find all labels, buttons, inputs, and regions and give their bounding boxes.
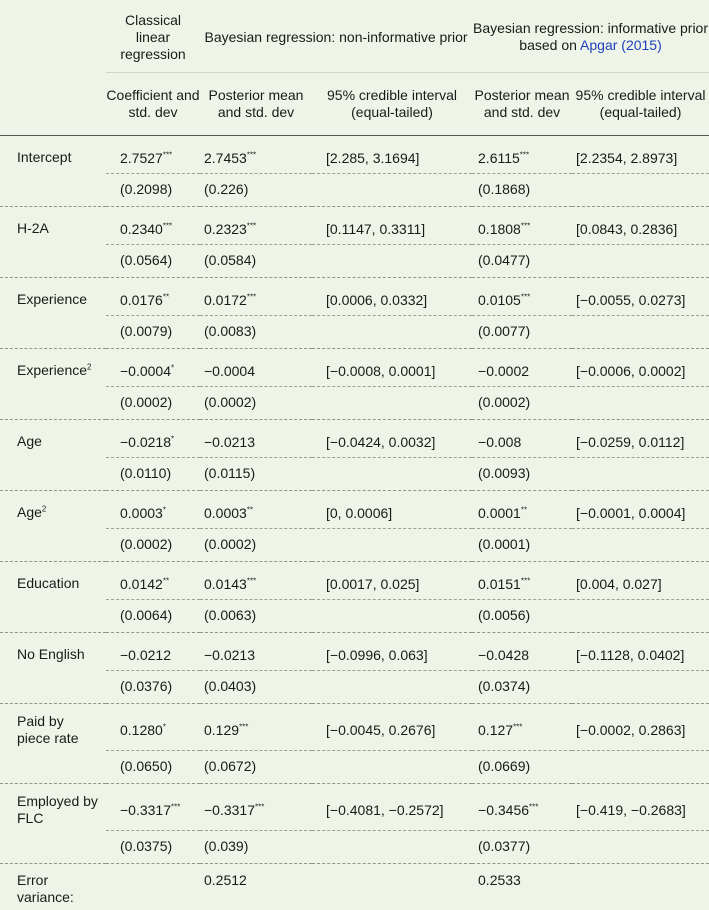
ols-coef-significance: ** xyxy=(163,292,169,301)
table-body xyxy=(0,136,709,910)
ols-coef-value: 0.0003 xyxy=(120,505,163,521)
bayes2-mean xyxy=(472,562,572,600)
bayes1-mean xyxy=(200,349,312,387)
bayes2-mean-value: 0.1808 xyxy=(478,221,521,237)
bayes1-ci-value: [−0.4081, −0.2572] xyxy=(326,802,444,818)
bayes1-ci-value: [0.0017, 0.025] xyxy=(326,576,419,592)
bayes2-se xyxy=(472,600,572,633)
bayes2-se-value: (0.0669) xyxy=(478,758,530,774)
table-row xyxy=(0,278,709,316)
row-label xyxy=(0,784,106,831)
row-label xyxy=(0,349,106,387)
bayes1-ci-value: [−0.0996, 0.063] xyxy=(326,647,428,663)
bayes1-ci-empty xyxy=(312,458,472,491)
bayes1-mean xyxy=(200,207,312,245)
bayes1-mean-value: −0.0213 xyxy=(204,434,255,450)
bayes1-mean-value: 0.0003 xyxy=(204,505,247,521)
bayes1-ci xyxy=(312,420,472,458)
ols-se xyxy=(106,316,200,349)
table-row-se xyxy=(0,245,709,278)
bayes2-se xyxy=(472,387,572,420)
bayes2-se-value: (0.0374) xyxy=(478,678,530,694)
row-label-superscript: 2 xyxy=(42,505,46,514)
bayes1-ci-value: [−0.0424, 0.0032] xyxy=(326,434,435,450)
row-label-text: No English xyxy=(17,646,85,662)
bayes2-mean xyxy=(472,349,572,387)
ols-se-value: (0.0064) xyxy=(120,607,172,623)
bayes1-ci xyxy=(312,207,472,245)
bayes1-se-value: (0.0002) xyxy=(204,536,256,552)
table-row-se xyxy=(0,671,709,704)
ols-coef-significance: * xyxy=(163,722,166,731)
ols-coef xyxy=(106,349,200,387)
table-row xyxy=(0,784,709,831)
row-label-empty xyxy=(0,529,106,562)
bayes2-ci xyxy=(572,136,709,174)
bayes2-mean-significance: *** xyxy=(529,802,538,811)
bayes1-mean-value: 2.7453 xyxy=(204,150,247,166)
row-label-text: Age xyxy=(17,504,42,520)
row-label-text: Experience xyxy=(17,291,87,307)
ols-se xyxy=(106,387,200,420)
bayes1-ci-value: [0, 0.0006] xyxy=(326,505,392,521)
bayes1-mean-value: −0.0004 xyxy=(204,363,255,379)
bayes2-ci-empty xyxy=(572,529,709,562)
bayes2-ci-empty xyxy=(572,245,709,278)
ols-coef xyxy=(106,633,200,671)
bayes2-ci-value: [−0.0259, 0.0112] xyxy=(576,434,684,450)
table-row xyxy=(0,136,709,174)
row-label-empty xyxy=(0,458,106,491)
ols-se xyxy=(106,529,200,562)
table-row-se xyxy=(0,174,709,207)
row-label-superscript: 2 xyxy=(87,363,91,372)
ols-coef xyxy=(106,562,200,600)
bayes1-mean-significance: *** xyxy=(247,221,256,230)
bayes1-ci-empty xyxy=(312,831,472,864)
error-variance-bayes1: 0.2512 xyxy=(200,864,312,910)
bayes2-mean-significance: *** xyxy=(513,722,522,731)
bayes2-mean-significance: *** xyxy=(521,221,530,230)
ols-se-value: (0.0375) xyxy=(120,838,172,854)
bayes1-ci xyxy=(312,562,472,600)
error-ci2-empty xyxy=(572,864,709,910)
bayes2-ci xyxy=(572,784,709,831)
bayes1-se xyxy=(200,316,312,349)
bayes1-se xyxy=(200,387,312,420)
ols-coef-significance: ** xyxy=(163,576,169,585)
ols-coef-significance: *** xyxy=(163,150,172,159)
bayes2-mean xyxy=(472,491,572,529)
corner-cell xyxy=(0,0,106,73)
bayes2-ci-value: [0.0843, 0.2836] xyxy=(576,221,677,237)
row-label xyxy=(0,136,106,174)
ols-coef-value: 2.7527 xyxy=(120,150,163,166)
bayes1-mean-significance: *** xyxy=(255,802,264,811)
bayes1-mean xyxy=(200,491,312,529)
bayes1-se-value: (0.0403) xyxy=(204,678,256,694)
ols-se-value: (0.0564) xyxy=(120,252,172,268)
bayes2-ci-empty xyxy=(572,458,709,491)
bayes1-ci-empty xyxy=(312,751,472,784)
bayes1-ci xyxy=(312,136,472,174)
bayes2-mean xyxy=(472,420,572,458)
row-label-empty xyxy=(0,316,106,349)
bayes2-ci-empty xyxy=(572,751,709,784)
bayes2-se xyxy=(472,671,572,704)
ols-coef xyxy=(106,491,200,529)
bayes1-mean xyxy=(200,784,312,831)
bayes1-ci xyxy=(312,278,472,316)
table-row-se xyxy=(0,458,709,491)
bayes1-mean-significance: *** xyxy=(239,722,248,731)
bayes1-ci-value: [0.1147, 0.3311] xyxy=(326,221,425,237)
bayes2-mean xyxy=(472,207,572,245)
bayes2-se xyxy=(472,529,572,562)
bayes1-se-value: (0.039) xyxy=(204,838,248,854)
bayes2-mean-significance: *** xyxy=(521,292,530,301)
bayes2-mean xyxy=(472,784,572,831)
row-label-text: Intercept xyxy=(17,149,71,165)
error-variance-row xyxy=(0,864,709,910)
bayes1-mean xyxy=(200,704,312,751)
bayes2-ci xyxy=(572,491,709,529)
bayes2-ci-value: [−0.0001, 0.0004] xyxy=(576,505,685,521)
bayes2-se xyxy=(472,174,572,207)
ols-se xyxy=(106,600,200,633)
ols-se-value: (0.0002) xyxy=(120,536,172,552)
row-label-empty xyxy=(0,671,106,704)
bayes1-ci-empty xyxy=(312,174,472,207)
subheader-ci-2: 95% credible interval (equal-tailed) xyxy=(572,73,709,136)
table-row-se xyxy=(0,600,709,633)
bayes1-ci-empty xyxy=(312,387,472,420)
row-label-empty xyxy=(0,751,106,784)
ols-coef-value: 0.0176 xyxy=(120,292,163,308)
bayes2-ci xyxy=(572,207,709,245)
row-label xyxy=(0,491,106,529)
row-label-text: Paid by piece rate xyxy=(17,713,78,746)
ols-se-value: (0.0079) xyxy=(120,323,172,339)
ols-coef-value: 0.0142 xyxy=(120,576,163,592)
corner-cell-2 xyxy=(0,73,106,136)
bayes1-ci-value: [2.285, 3.1694] xyxy=(326,150,419,166)
bayes2-ci-value: [0.004, 0.027] xyxy=(576,576,662,592)
table-row xyxy=(0,633,709,671)
subheader-coefficient: Coefficient and std. dev xyxy=(106,73,200,136)
bayes2-se-value: (0.0077) xyxy=(478,323,530,339)
ols-se xyxy=(106,174,200,207)
bayes2-mean-value: 2.6115 xyxy=(478,150,520,166)
bayes2-se xyxy=(472,316,572,349)
bayes2-mean-value: −0.0002 xyxy=(478,363,529,379)
ols-se-value: (0.2098) xyxy=(120,181,172,197)
bayes1-ci-empty xyxy=(312,671,472,704)
bayes1-se-value: (0.226) xyxy=(204,181,248,197)
bayes1-mean-significance: *** xyxy=(247,292,256,301)
ols-coef xyxy=(106,136,200,174)
bayes1-mean-value: −0.3317 xyxy=(204,802,255,818)
bayes1-ci-value: [0.0006, 0.0332] xyxy=(326,292,427,308)
bayes1-se-value: (0.0002) xyxy=(204,394,256,410)
ols-coef-significance: * xyxy=(171,363,174,372)
bayes2-mean-value: 0.0001 xyxy=(478,505,521,521)
ols-coef xyxy=(106,420,200,458)
bayes1-mean xyxy=(200,420,312,458)
bayes2-ci-value: [−0.1128, 0.0402] xyxy=(576,647,684,663)
bayes2-mean xyxy=(472,704,572,751)
bayes2-se-value: (0.0056) xyxy=(478,607,530,623)
row-label xyxy=(0,562,106,600)
bayes2-ci xyxy=(572,704,709,751)
bayes2-ci-empty xyxy=(572,831,709,864)
bayes1-ci xyxy=(312,633,472,671)
row-label-empty xyxy=(0,387,106,420)
error-variance-label: Error variance: xyxy=(0,864,106,910)
ols-coef xyxy=(106,207,200,245)
header-bayes-informative-text: Bayesian regression: informative prior based on xyxy=(473,20,708,53)
table-row xyxy=(0,207,709,245)
bayes2-se-value: (0.0093) xyxy=(478,465,530,481)
bayes1-mean-value: 0.0172 xyxy=(204,292,247,308)
row-label xyxy=(0,633,106,671)
subheader-posterior-2: Posterior mean and std. dev xyxy=(472,73,572,136)
error-ci1-empty xyxy=(312,864,472,910)
bayes1-se-value: (0.0584) xyxy=(204,252,256,268)
table-row xyxy=(0,704,709,751)
ols-coef-value: −0.0212 xyxy=(120,647,171,663)
bayes1-se-value: (0.0115) xyxy=(204,465,255,481)
ols-se-value: (0.0376) xyxy=(120,678,172,694)
bayes2-se xyxy=(472,751,572,784)
ols-se-value: (0.0002) xyxy=(120,394,172,410)
bayes2-mean-value: 0.0151 xyxy=(478,576,521,592)
bayes2-ci-empty xyxy=(572,387,709,420)
bayes2-se xyxy=(472,831,572,864)
bayes1-mean-value: −0.0213 xyxy=(204,647,255,663)
bayes2-ci-value: [−0.0006, 0.0002] xyxy=(576,363,685,379)
apgar-citation-link[interactable]: Apgar (2015) xyxy=(580,37,662,53)
bayes1-se xyxy=(200,458,312,491)
ols-se xyxy=(106,751,200,784)
bayes1-mean-value: 0.0143 xyxy=(204,576,247,592)
ols-coef-value: 0.2340 xyxy=(120,221,163,237)
bayes2-ci-empty xyxy=(572,316,709,349)
bayes2-mean xyxy=(472,278,572,316)
row-label-empty xyxy=(0,600,106,633)
bayes1-mean-significance: *** xyxy=(247,150,256,159)
bayes1-ci-empty xyxy=(312,316,472,349)
header-bayes-informative xyxy=(472,0,709,73)
row-label xyxy=(0,207,106,245)
bayes2-mean-significance: *** xyxy=(520,150,529,159)
table-row-se xyxy=(0,387,709,420)
bayes1-se-value: (0.0083) xyxy=(204,323,256,339)
bayes1-se xyxy=(200,671,312,704)
bayes1-se xyxy=(200,245,312,278)
bayes1-mean xyxy=(200,278,312,316)
row-label-text: Age xyxy=(17,433,42,449)
bayes2-mean xyxy=(472,136,572,174)
bayes1-ci-value: [−0.0045, 0.2676] xyxy=(326,722,435,738)
table-row xyxy=(0,562,709,600)
bayes2-se-value: (0.1868) xyxy=(478,181,530,197)
bayes2-ci-value: [−0.0055, 0.0273] xyxy=(576,292,685,308)
header-classical: Classical linear regression xyxy=(106,0,200,73)
row-label-text: Employed by FLC xyxy=(17,793,98,826)
table-row xyxy=(0,491,709,529)
ols-se xyxy=(106,458,200,491)
bayes1-ci xyxy=(312,704,472,751)
bayes2-se-value: (0.0002) xyxy=(478,394,530,410)
bayes2-se-value: (0.0477) xyxy=(478,252,530,268)
bayes1-mean-significance: ** xyxy=(247,505,253,514)
bayes1-mean xyxy=(200,633,312,671)
subheader-ci-1: 95% credible interval (equal-tailed) xyxy=(312,73,472,136)
bayes1-mean xyxy=(200,136,312,174)
header-bayes-noninformative: Bayesian regression: non-informative prior xyxy=(200,0,472,73)
table-row-se xyxy=(0,529,709,562)
bayes1-mean-value: 0.129 xyxy=(204,722,239,738)
bayes2-mean-value: −0.0428 xyxy=(478,647,529,663)
ols-se-value: (0.0110) xyxy=(120,465,171,481)
bayes2-mean-value: 0.127 xyxy=(478,722,513,738)
bayes2-mean xyxy=(472,633,572,671)
bayes2-ci-value: [2.2354, 2.8973] xyxy=(576,150,677,166)
bayes2-ci xyxy=(572,420,709,458)
bayes2-ci-empty xyxy=(572,174,709,207)
error-ols-empty xyxy=(106,864,200,910)
ols-coef-significance: *** xyxy=(171,802,180,811)
table-row-se xyxy=(0,751,709,784)
subheader-posterior-1: Posterior mean and std. dev xyxy=(200,73,312,136)
bayes1-se-value: (0.0672) xyxy=(204,758,256,774)
bayes1-mean-value: 0.2323 xyxy=(204,221,247,237)
ols-coef-value: −0.0218 xyxy=(120,434,171,450)
bayes2-se xyxy=(472,245,572,278)
ols-coef-value: −0.0004 xyxy=(120,363,171,379)
bayes1-se xyxy=(200,529,312,562)
bayes2-mean-significance: *** xyxy=(521,576,530,585)
bayes1-ci-empty xyxy=(312,600,472,633)
bayes2-ci-value: [−0.419, −0.2683] xyxy=(576,802,686,818)
bayes1-se-value: (0.0063) xyxy=(204,607,256,623)
bayes2-mean-significance: ** xyxy=(521,505,527,514)
ols-se-value: (0.0650) xyxy=(120,758,172,774)
row-label-text: Education xyxy=(17,575,79,591)
bayes1-mean xyxy=(200,562,312,600)
row-label-empty xyxy=(0,174,106,207)
bayes2-ci-empty xyxy=(572,671,709,704)
row-label-text: H-2A xyxy=(17,220,49,236)
bayes1-ci-empty xyxy=(312,245,472,278)
table-row xyxy=(0,349,709,387)
bayes2-ci xyxy=(572,633,709,671)
ols-coef xyxy=(106,704,200,751)
bayes1-ci xyxy=(312,349,472,387)
table-row-se xyxy=(0,316,709,349)
bayes2-ci-empty xyxy=(572,600,709,633)
ols-coef xyxy=(106,278,200,316)
ols-coef-significance: * xyxy=(163,505,166,514)
ols-se xyxy=(106,245,200,278)
bayes2-mean-value: 0.0105 xyxy=(478,292,521,308)
ols-se xyxy=(106,671,200,704)
bayes1-mean-significance: *** xyxy=(247,576,256,585)
bayes1-se xyxy=(200,174,312,207)
ols-coef-value: −0.3317 xyxy=(120,802,171,818)
bayes2-mean-value: −0.008 xyxy=(478,434,521,450)
ols-coef-significance: * xyxy=(171,434,174,443)
bayes2-ci-value: [−0.0002, 0.2863] xyxy=(576,722,685,738)
row-label xyxy=(0,420,106,458)
row-label-empty xyxy=(0,831,106,864)
row-label-text: Experience xyxy=(17,362,87,378)
bayes2-se-value: (0.0001) xyxy=(478,536,530,552)
table-row-se xyxy=(0,831,709,864)
bayes1-se xyxy=(200,751,312,784)
error-variance-bayes2: 0.2533 xyxy=(472,864,572,910)
bayes1-ci-value: [−0.0008, 0.0001] xyxy=(326,363,435,379)
bayes2-se-value: (0.0377) xyxy=(478,838,530,854)
row-label xyxy=(0,278,106,316)
bayes1-ci-empty xyxy=(312,529,472,562)
bayes2-se xyxy=(472,458,572,491)
bayes1-se xyxy=(200,831,312,864)
bayes2-ci xyxy=(572,349,709,387)
ols-coef-value: 0.1280 xyxy=(120,722,163,738)
ols-coef-significance: *** xyxy=(163,221,172,230)
bayes2-mean-value: −0.3456 xyxy=(478,802,529,818)
row-label-empty xyxy=(0,245,106,278)
bayes1-ci xyxy=(312,784,472,831)
table-row xyxy=(0,420,709,458)
bayes1-se xyxy=(200,600,312,633)
ols-coef xyxy=(106,784,200,831)
bayes1-ci xyxy=(312,491,472,529)
row-label xyxy=(0,704,106,751)
ols-se xyxy=(106,831,200,864)
bayes2-ci xyxy=(572,278,709,316)
bayes2-ci xyxy=(572,562,709,600)
